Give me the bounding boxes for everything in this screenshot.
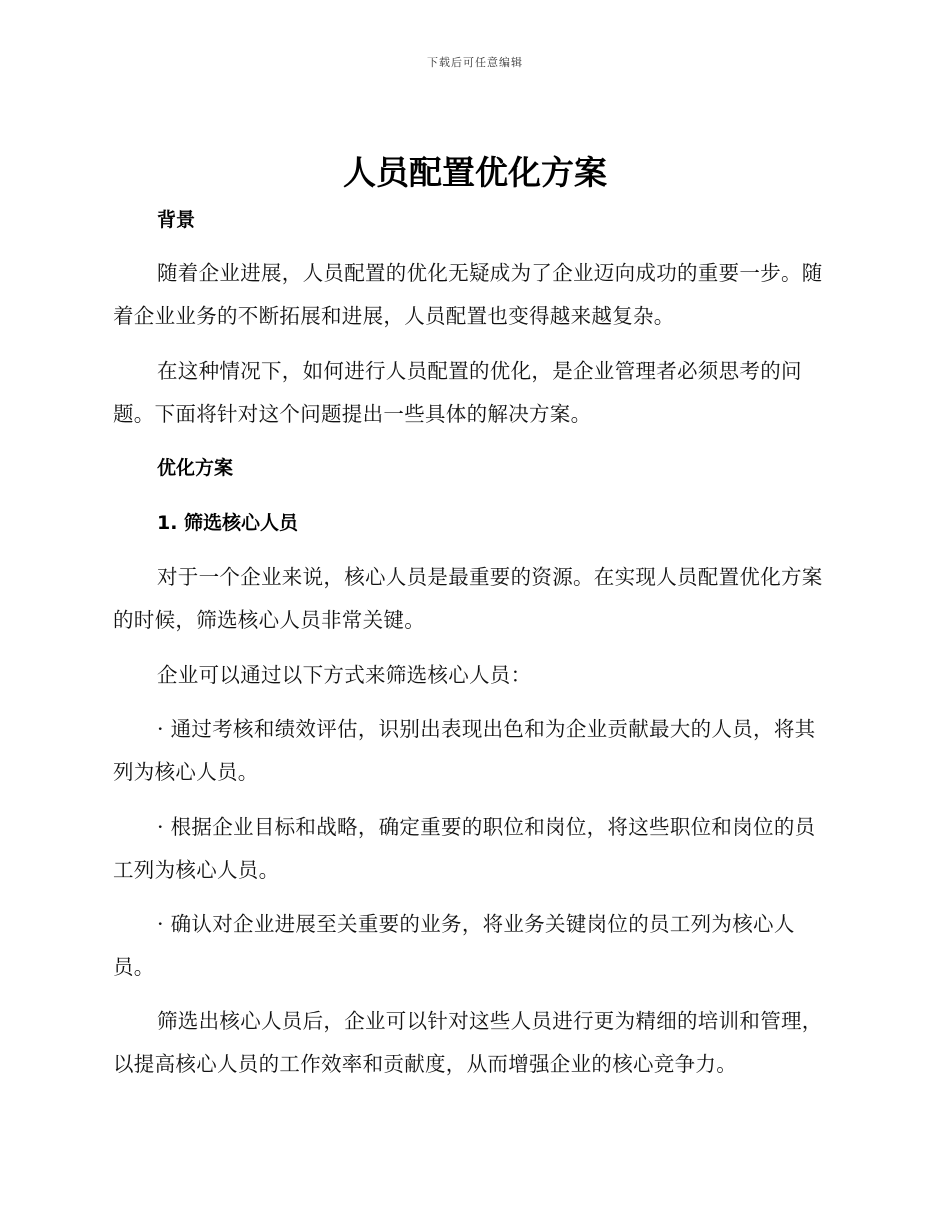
bullet-item-1: · 通过考核和绩效评估，识别出表现出色和为企业贡献最大的人员，将其列为核心人员。 [113,717,816,784]
bullet-item-2: · 根据企业目标和战略，确定重要的职位和岗位，将这些职位和岗位的员工列为核心人员。 [113,815,816,882]
paragraph-step1-3: 筛选出核心人员后，企业可以针对这些人员进行更为精细的培训和管理，以提高核心人员的工作效率和贡献度，从而增强企业的核心竞争力。 [113,1009,823,1076]
bullet-item-3: · 确认对企业进展至关重要的业务，将业务关键岗位的员工列为核心人员。 [113,912,795,979]
header-note: 下载后可任意编辑 [427,56,523,69]
section-heading-plan: 优化方案 [157,457,234,479]
subsection-heading-step1: 1. 筛选核心人员 [157,512,299,534]
section-heading-background: 背景 [157,209,196,231]
paragraph-step1-1: 对于一个企业来说，核心人员是最重要的资源。在实现人员配置优化方案的时候，筛选核心人员非常关键。 [113,565,823,632]
page-title: 人员配置优化方案 [343,153,607,192]
paragraph-background-1: 随着企业进展，人员配置的优化无疑成为了企业迈向成功的重要一步。随着企业业务的不断拓展和进展，人员配置也变得越来越复杂。 [113,261,823,328]
paragraph-background-2: 在这种情况下，如何进行人员配置的优化，是企业管理者必须思考的问题。下面将针对这个问题提出一些具体的解决方案。 [113,359,802,426]
paragraph-step1-2: 企业可以通过以下方式来筛选核心人员： [157,663,532,687]
